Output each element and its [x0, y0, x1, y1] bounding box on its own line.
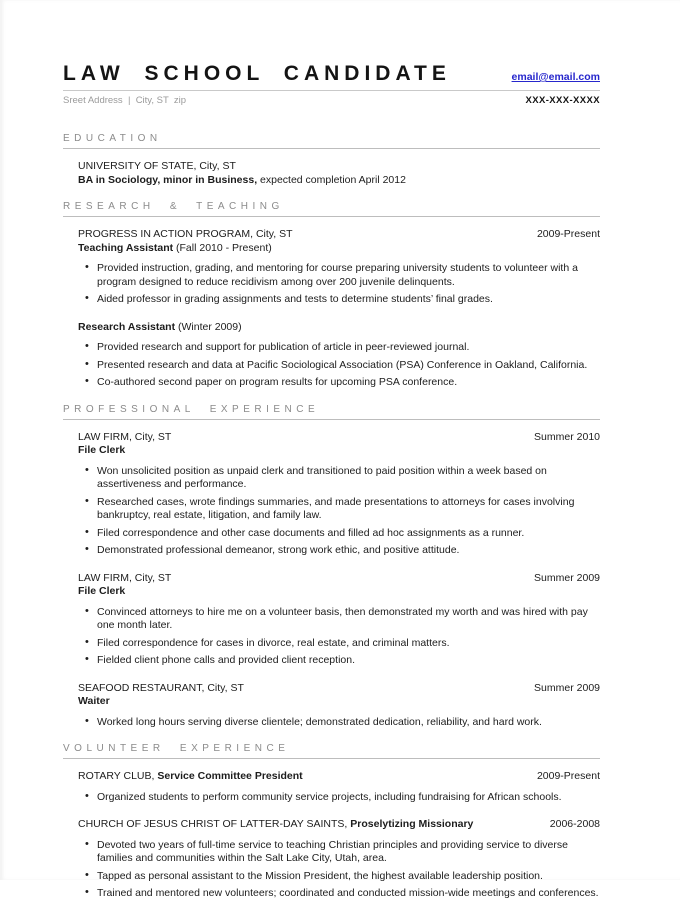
org-name — [78, 818, 483, 832]
role-line — [78, 321, 600, 335]
section-professional-experience — [63, 404, 600, 730]
bullet-item: • Organized students to perform community service projects, including fundraising for African schools. — [97, 791, 600, 805]
role-title: Teaching Assistant — [78, 241, 174, 254]
section-title-research: RESEARCH & TEACHING — [63, 201, 600, 217]
bullet-item: • Trained and mentored new volunteers; coordinated and conducted mission-wide meetings and conferences. — [97, 887, 600, 901]
volunteer-entry-rotary-club — [78, 770, 600, 804]
degree-detail: expected completion April 2012 — [257, 173, 406, 186]
org-line — [78, 228, 600, 242]
org-line — [78, 572, 600, 586]
bullet-item: • Devoted two years of full-time service to teaching Christian principles and providing service to diverse families and communities within the Salt Lake City, Utah, area. — [97, 839, 600, 866]
bullet-item: • Filed correspondence and other case documents and filled ad hoc assignments as a runner. — [97, 527, 600, 541]
section-education — [63, 133, 600, 187]
resume-header — [63, 62, 600, 106]
section-title-education: EDUCATION — [63, 133, 600, 149]
email-link[interactable]: email@email.com — [511, 71, 600, 83]
bullet-list — [78, 791, 600, 805]
org-name-plain: CHURCH OF JESUS CHRIST OF LATTER-DAY SAINTS, — [78, 818, 351, 830]
role-title: File Clerk — [78, 444, 126, 456]
org-name: PROGRESS IN ACTION PROGRAM, City, ST — [78, 228, 293, 240]
research-entry-research-assistant — [78, 321, 600, 390]
date-range: 2009-Present — [536, 228, 600, 240]
bullet-item: • Tapped as personal assistant to the Mission President, the highest available leadership position. — [97, 870, 600, 884]
job-entry-law-firm-2010 — [78, 431, 600, 558]
date-range: Summer 2010 — [534, 430, 600, 443]
org-line — [78, 770, 600, 784]
bullet-item: • Provided instruction, grading, and mentoring for course preparing university students to volunteer with a program designed to reduce recidivism among over 200 juvenile delinquents. — [97, 262, 600, 289]
volunteer-entry-church-mission — [78, 818, 600, 901]
contact-row — [63, 95, 600, 106]
section-research-teaching — [63, 201, 600, 390]
street-address: Sreet Address | City, ST zip — [63, 95, 187, 106]
org-name: SEAFOOD RESTAURANT, City, ST — [78, 681, 244, 694]
role-title: Service Committee President — [157, 770, 303, 782]
bullet-item: • Worked long hours serving diverse clientele; demonstrated dedication, reliability, and hard work. — [97, 716, 600, 730]
bullet-item: • Researched cases, wrote findings summaries, and made presentations to attorneys for cases involving bankruptcy, real estate, litigation, and family law. — [97, 496, 600, 523]
role-line — [78, 444, 600, 458]
bullet-item: • Convinced attorneys to hire me on a volunteer basis, then demonstrated my worth and was hired with pay one month later. — [97, 606, 600, 633]
org-line — [78, 431, 600, 445]
date-range: Summer 2009 — [534, 571, 600, 584]
bullet-item: • Fielded client phone calls and provided client reception. — [97, 654, 600, 668]
degree-line — [78, 174, 600, 188]
bullet-item: • Presented research and data at Pacific Sociological Association (PSA) Conference in Oakland, California. — [97, 359, 600, 373]
role-line — [78, 695, 600, 709]
school-line — [78, 160, 600, 174]
degree-title: BA in Sociology, minor in Business, — [78, 173, 258, 186]
research-entry-teaching-assistant — [78, 228, 600, 307]
bullet-list — [78, 341, 600, 390]
role-title: Waiter — [78, 695, 110, 707]
education-entry — [78, 160, 600, 187]
org-line — [78, 682, 600, 696]
section-title-volunteer: VOLUNTEER EXPERIENCE — [63, 743, 600, 759]
name-row — [63, 62, 600, 86]
bullet-list — [78, 839, 600, 901]
org-name-plain: ROTARY CLUB, — [78, 770, 158, 782]
header-divider — [63, 90, 600, 91]
org-line — [78, 818, 600, 832]
section-title-professional: PROFESSIONAL EXPERIENCE — [63, 404, 600, 420]
org-name: LAW FIRM, City, ST — [78, 571, 172, 584]
org-name: LAW FIRM, City, ST — [78, 430, 172, 443]
role-title: Proselytizing Missionary — [350, 818, 474, 830]
date-range: 2006-2008 — [549, 818, 600, 830]
role-title: Research Assistant — [78, 320, 176, 333]
bullet-item: • Co-authored second paper on program results for upcoming PSA conference. — [97, 376, 600, 390]
job-entry-seafood-restaurant — [78, 682, 600, 730]
role-line — [78, 585, 600, 599]
role-title: File Clerk — [78, 585, 126, 597]
role-detail: (Fall 2010 - Present) — [173, 241, 272, 254]
school-name: UNIVERSITY OF STATE, City, ST — [78, 160, 236, 172]
bullet-list — [78, 606, 600, 668]
candidate-name: LAW SCHOOL CANDIDATE — [63, 62, 451, 85]
bullet-list — [78, 465, 600, 558]
bullet-item: • Won unsolicited position as unpaid clerk and transitioned to paid position within a week based on assertiveness and performance. — [97, 465, 600, 492]
bullet-list — [78, 716, 600, 730]
org-name — [78, 770, 313, 784]
bullet-item: • Provided research and support for publication of article in peer-reviewed journal. — [97, 341, 600, 355]
phone-number: XXX-XXX-XXXX — [525, 95, 600, 106]
section-volunteer-experience — [63, 743, 600, 901]
bullet-item: • Filed correspondence for cases in divorce, real estate, and criminal matters. — [97, 637, 600, 651]
role-line — [78, 242, 600, 256]
job-entry-law-firm-2009 — [78, 572, 600, 668]
bullet-list — [78, 262, 600, 307]
bullet-item: • Demonstrated professional demeanor, strong work ethic, and positive attitude. — [97, 544, 600, 558]
date-range: 2009-Present — [536, 770, 600, 782]
date-range: Summer 2009 — [534, 681, 600, 694]
bullet-item: • Aided professor in grading assignments and tests to determine students’ final grades. — [97, 293, 600, 307]
role-detail: (Winter 2009) — [175, 320, 242, 333]
